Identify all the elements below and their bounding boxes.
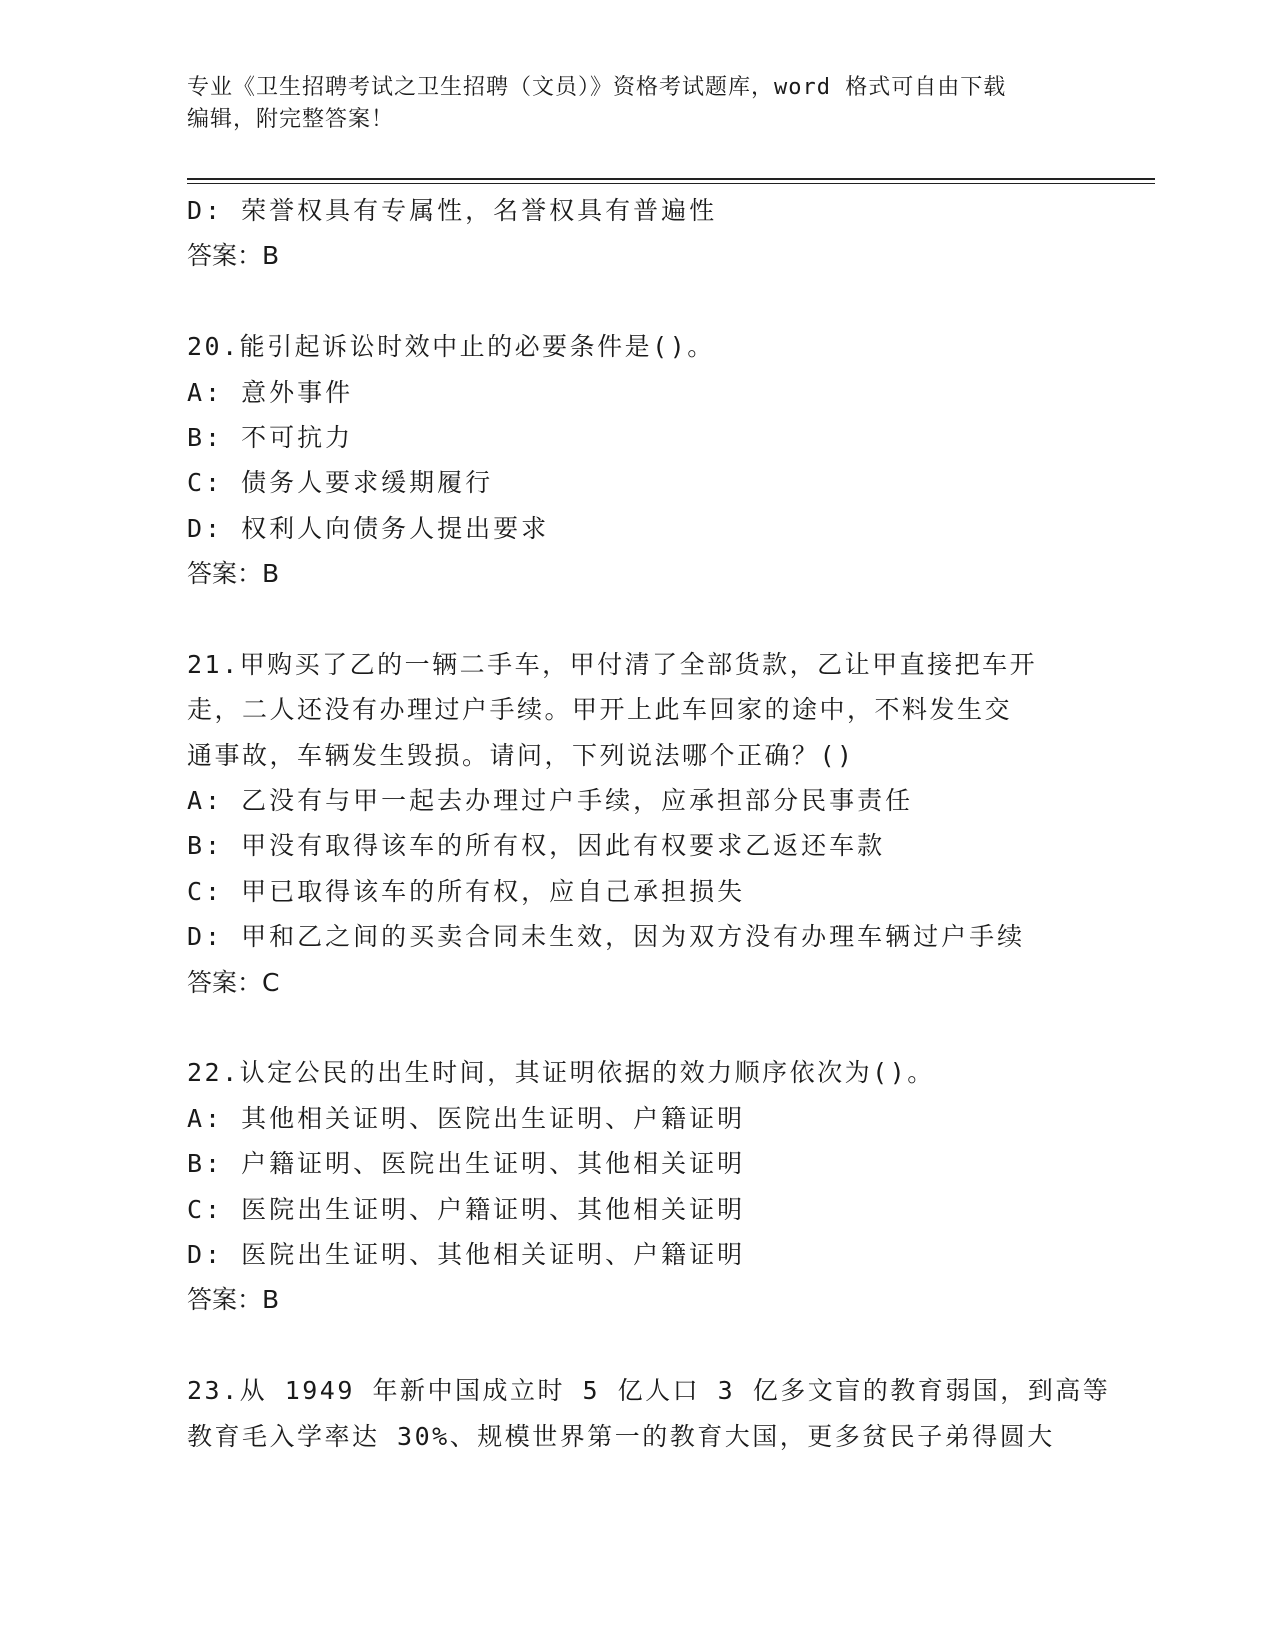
question-stem: 23.从 1949 年新中国成立时 5 亿人口 3 亿多文盲的教育弱国，到高等: [187, 1376, 1111, 1406]
question-content: [187, 188, 1111, 1459]
header-line-1: 专业《卫生招聘考试之卫生招聘（文员）》资格考试题库，word 格式可自由下载: [187, 75, 1007, 100]
option-a: A: 乙没有与甲一起去办理过户手续，应承担部分民事责任: [187, 786, 914, 816]
question-21: [187, 642, 1087, 1005]
option-d: D: 权利人向债务人提出要求: [187, 513, 550, 543]
question-stem: 教育毛入学率达 30%、规模世界第一的教育大国，更多贫民子弟得圆大: [187, 1421, 1055, 1451]
spacer: [187, 1323, 1087, 1368]
header-line-2: 编辑，附完整答案！: [187, 107, 395, 132]
option-c: C: 甲已取得该车的所有权，应自己承担损失: [187, 876, 746, 906]
spacer: [187, 597, 1087, 642]
answer: 答案：B: [187, 1285, 280, 1315]
question-stem: 走，二人还没有办理过户手续。甲开上此车回家的途中，不料发生交: [187, 695, 1013, 725]
question-23: [187, 1368, 1111, 1459]
spacer: [187, 1005, 1087, 1050]
option-a: A: 其他相关证明、医院出生证明、户籍证明: [187, 1103, 746, 1133]
question-stem: 22.认定公民的出生时间，其证明依据的效力顺序依次为()。: [187, 1058, 935, 1088]
question-stem: 通事故，车辆发生毁损。请问，下列说法哪个正确？(): [187, 740, 855, 770]
spacer: [187, 279, 1087, 324]
header-divider-thick: [187, 178, 1155, 180]
option-b: B: 不可抗力: [187, 422, 354, 452]
option-d: D: 医院出生证明、其他相关证明、户籍证明: [187, 1239, 746, 1269]
question-20: [187, 324, 1087, 596]
header-divider-thin: [187, 183, 1155, 184]
option-d: D: 甲和乙之间的买卖合同未生效，因为双方没有办理车辆过户手续: [187, 922, 1026, 952]
answer: 答案：B: [187, 241, 280, 271]
answer: 答案：B: [187, 559, 280, 589]
document-header: [187, 72, 1087, 136]
option-c: C: 债务人要求缓期履行: [187, 468, 494, 498]
previous-question-tail: [187, 188, 1087, 279]
question-stem: 21.甲购买了乙的一辆二手车，甲付清了全部货款，乙让甲直接把车开: [187, 649, 1038, 679]
question-stem: 20.能引起诉讼时效中止的必要条件是()。: [187, 332, 715, 362]
option-a: A: 意外事件: [187, 377, 354, 407]
answer: 答案：C: [187, 967, 280, 997]
option-d: D: 荣誉权具有专属性，名誉权具有普遍性: [187, 196, 718, 225]
option-c: C: 医院出生证明、户籍证明、其他相关证明: [187, 1194, 746, 1224]
question-22: [187, 1050, 1087, 1322]
option-b: B: 户籍证明、医院出生证明、其他相关证明: [187, 1149, 746, 1179]
option-b: B: 甲没有取得该车的所有权，因此有权要求乙返还车款: [187, 831, 886, 861]
